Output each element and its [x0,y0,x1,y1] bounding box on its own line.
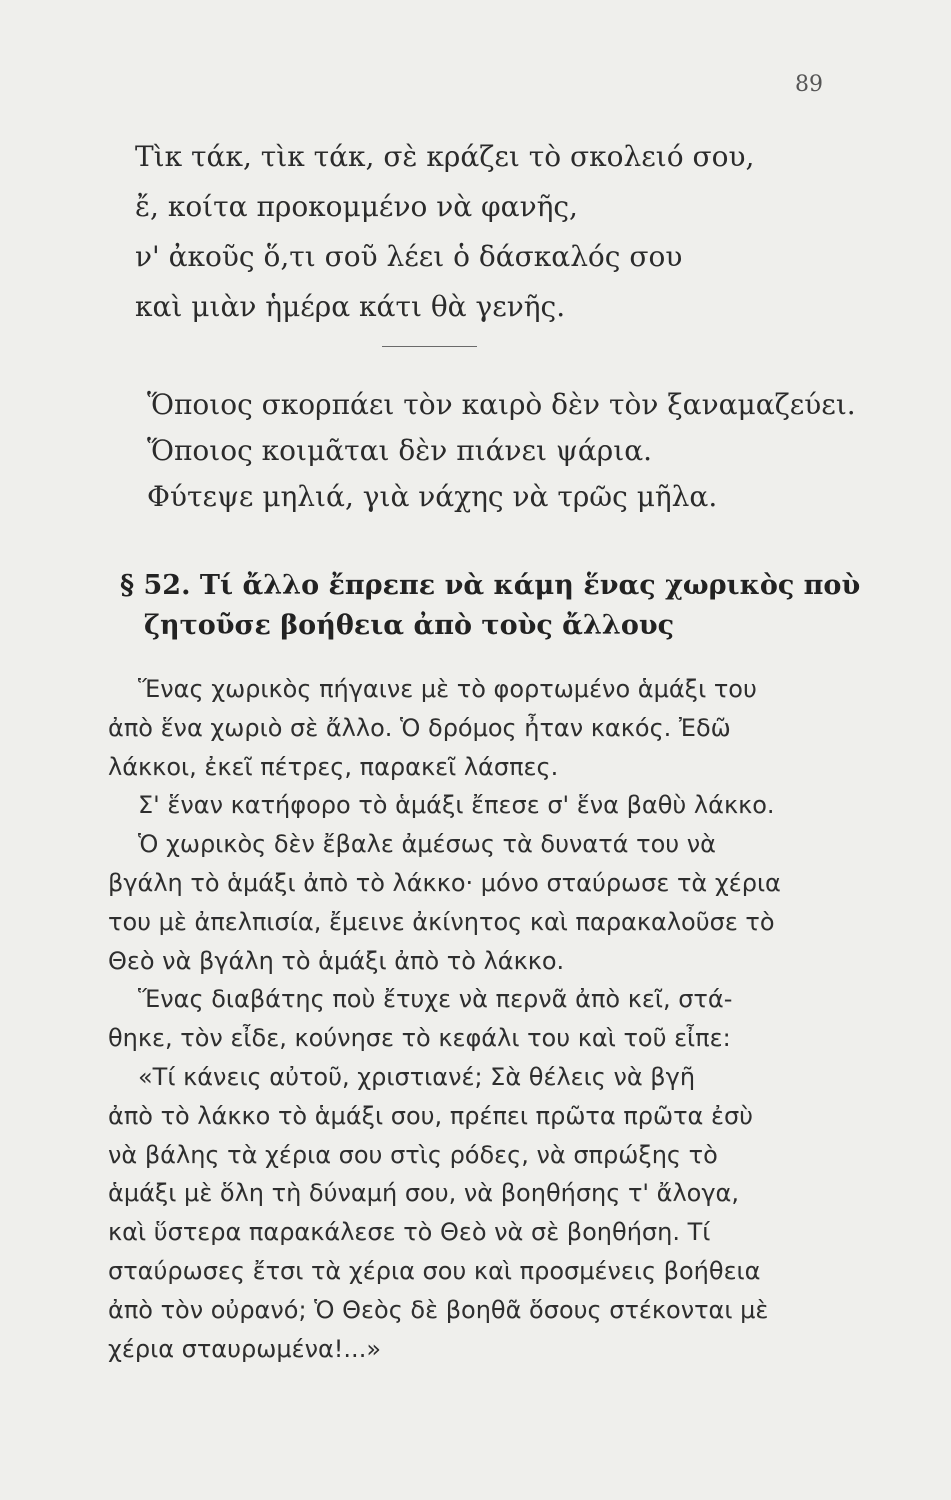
poem-line: ἔ, κοίτα προκομμένο νὰ φανῆς, [135,190,578,223]
story-line: Ἕνας χωρικὸς πήγαινε μὲ τὸ φορτωμένο ἁμάξι του [138,675,757,703]
section-heading-line: ζητοῦσε βοήθεια ἀπὸ τοὺς ἄλλους [144,610,675,641]
story-line: βγάλη τὸ ἁμάξι ἀπὸ τὸ λάκκο· μόνο σταύρωσε τὰ χέρια [108,868,781,897]
poem-line: ν' ἀκοῦς ὅ,τι σοῦ λέει ὁ δάσκαλός σου [135,240,683,273]
proverb-line: Ὅποιος κοιμᾶται δὲν πιάνει ψάρια. [147,434,652,467]
poem-stanza [135,132,754,332]
story-line: ἀπὸ τὸν οὐρανό; Ὁ Θεὸς δὲ βοηθᾶ ὅσους στέκονται μὲ [108,1295,769,1324]
story-text [108,670,826,1368]
story-line: θηκε, τὸν εἶδε, κούνησε τὸ κεφάλι του καὶ τοῦ εἶπε: [108,1024,731,1053]
proverb-line: Φύτεψε μηλιά, γιὰ νάχης νὰ τρῶς μῆλα. [147,480,718,513]
story-line: σταύρωσες ἔτσι τὰ χέρια σου καὶ προσμένεις βοήθεια [108,1256,761,1285]
proverb-line: Ὅποιος σκορπάει τὸν καιρὸ δὲν τὸν ξαναμαζεύει. [147,388,856,421]
story-line: ἁμάξι μὲ ὅλη τὴ δύναμή σου, νὰ βοηθήσης τ' ἄλογα, [108,1179,740,1208]
story-line: λάκκοι, ἐκεῖ πέτρες, παρακεῖ λάσπες. [108,752,559,781]
story-line: χέρια σταυρωμένα!...» [108,1334,381,1363]
story-line: καὶ ὕστερα παρακάλεσε τὸ Θεὸ νὰ σὲ βοηθήση. Τί [108,1218,711,1247]
story-line: ἀπὸ τὸ λάκκο τὸ ἁμάξι σου, πρέπει πρῶτα πρῶτα ἐσὺ [108,1101,754,1130]
story-line: Θεὸ νὰ βγάλη τὸ ἁμάξι ἀπὸ τὸ λάκκο. [108,946,565,975]
poem-line: Τὶκ τάκ, τὶκ τάκ, σὲ κράζει τὸ σκολειό σου, [135,140,755,173]
story-line: «Τί κάνεις αὐτοῦ, χριστιανέ; Σὰ θέλεις νὰ βγῆ [138,1062,696,1091]
story-line: νὰ βάλης τὰ χέρια σου στὶς ρόδες, νὰ σπρώξης τὸ [108,1140,718,1169]
page-number: 89 [795,72,823,97]
section-divider [382,346,477,347]
story-line: Ὁ χωρικὸς δὲν ἔβαλε ἀμέσως τὰ δυνατά του νὰ [138,830,717,859]
section-heading-line: § 52. Τί ἄλλο ἔπρεπε νὰ κάμη ἕνας χωρικὸς ποὺ [120,570,861,601]
poem-line: καὶ μιὰν ἡμέρα κάτι θὰ γενῆς. [135,290,566,323]
proverbs-list [135,382,856,520]
story-line: Ἕνας διαβάτης ποὺ ἔτυχε νὰ περνᾶ ἀπὸ κεῖ, στά- [138,985,733,1014]
story-line: του μὲ ἀπελπισία, ἔμεινε ἀκίνητος καὶ παρακαλοῦσε τὸ [108,907,775,936]
story-line: ἀπὸ ἕνα χωριὸ σὲ ἄλλο. Ὁ δρόμος ἦταν κακός. Ἐδῶ [108,713,731,742]
story-line: Σ' ἕναν κατήφορο τὸ ἁμάξι ἔπεσε σ' ἕνα βαθὺ λάκκο. [138,791,775,820]
section-heading [120,566,860,646]
